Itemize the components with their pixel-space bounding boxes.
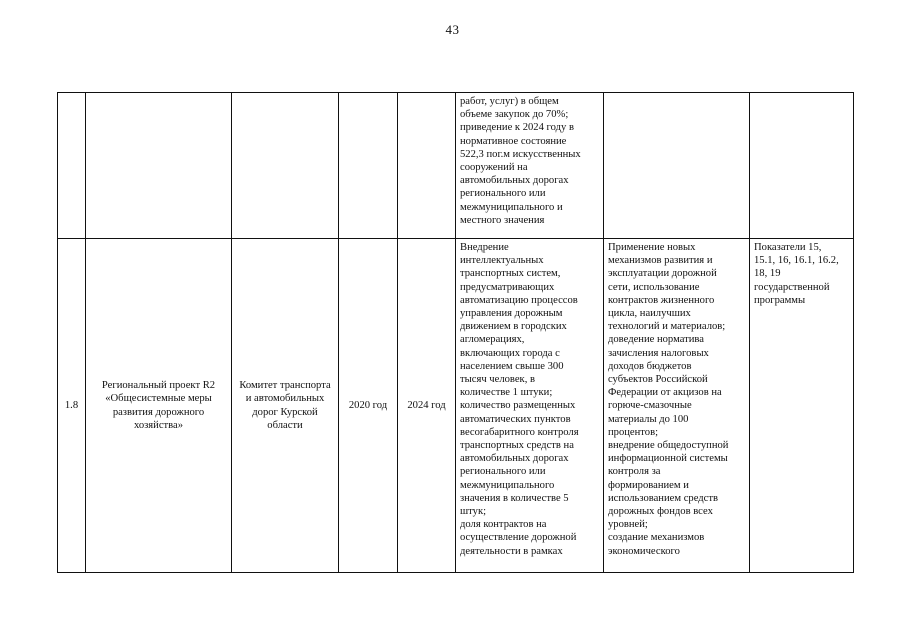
text-line: автоматизацию процессов [460,294,578,306]
text-line: межмуниципального и [460,201,563,213]
text-line: доля контрактов на [460,519,547,531]
cell-project-name [86,239,232,573]
text-line: контрактов жизненного [608,294,715,306]
text-line: доходов бюджетов [608,360,692,372]
text-line: межмуниципального [460,479,555,491]
expected-result-text [456,239,603,558]
text-line: Федерации от акцизов на [608,387,722,399]
expected-result-text [456,93,603,227]
text-line: количество размещенных [460,400,576,412]
text-line: местного значения [460,214,545,226]
project-name-text: Региональный проект R2 «Общесистемные меры развития дорожного хозяйства» [101,380,216,431]
text-line: уровней; [608,519,648,531]
responsible-text: Комитет транспорта и автомобильных дорог Курской области [239,380,331,431]
text-line: Внедрение [460,242,509,253]
text-line: государственной [754,281,830,293]
text-line: предусматривающих [460,281,555,293]
cell-start-year: 2020 год [339,239,398,573]
text-line: контроля за [608,466,661,478]
implementation-text [604,239,749,558]
text-line: формированием и [608,479,689,491]
text-line: управления дорожным [460,308,563,320]
cell-end-year [398,93,456,239]
text-line: тысяч человек, в [460,374,535,386]
text-line: транспортных средств на [460,440,574,452]
cell-start-year [339,93,398,239]
text-line: 15.1, 16, 16.1, 16.2, [754,255,839,267]
text-line: автомобильных дорогах [460,175,569,187]
text-line: работ, услуг) в общем [460,96,559,107]
text-line: субъектов Российской [608,374,708,386]
text-line: весогабаритного контроля [460,426,579,438]
text-line: 522,3 пог.м искусственных [460,148,581,160]
text-line: движением в городских [460,321,567,333]
text-line: Применение новых [608,242,696,253]
text-line: агломерациях, [460,334,525,346]
text-line: автоматических пунктов [460,413,571,425]
text-line: осуществление дорожной [460,532,577,544]
cell-project-name [86,93,232,239]
text-line: горюче-смазочные [608,400,692,412]
text-line: включающих города с [460,347,560,359]
cell-end-year: 2024 год [398,239,456,573]
text-line: механизмов развития и [608,255,713,267]
text-line: материалы до 100 [608,413,689,425]
text-line: доведение норматива [608,334,704,346]
text-line: цикла, наилучших [608,308,691,320]
text-line: 18, 19 [754,268,781,280]
text-line: дорожных фондов всех [608,506,713,518]
program-table [57,92,854,573]
text-line: сети, использование [608,281,700,293]
text-line: программы [754,294,806,306]
cell-indicator-link [750,93,854,239]
text-line: деятельности в рамках [460,545,563,557]
cell-number [58,93,86,239]
text-line: интеллектуальных [460,255,544,267]
text-line: использованием средств [608,492,718,504]
page-number: 43 [445,22,460,37]
text-line: экономического [608,545,680,557]
text-line: количестве 1 штуки; [460,387,553,399]
text-line: сооружений на [460,162,528,174]
table-row [58,239,854,573]
cell-indicator-link [750,239,854,573]
cell-expected-result [456,93,604,239]
indicator-link-text [750,93,853,95]
text-line: регионального или [460,466,546,478]
cell-expected-result [456,239,604,573]
cell-number: 1.8 [58,239,86,573]
text-line: Показатели 15, [754,242,822,253]
implementation-text [604,93,749,95]
cell-responsible [232,239,339,573]
text-line: приведение к 2024 году в [460,122,574,134]
indicator-link-text [750,239,853,307]
text-line: значения в количестве 5 [460,492,569,504]
text-line: эксплуатации дорожной [608,268,717,280]
cell-implementation [604,93,750,239]
text-line: зачисления налоговых [608,347,709,359]
text-line: внедрение общедоступной [608,440,729,452]
text-line: процентов; [608,426,659,438]
text-line: населением свыше 300 [460,360,564,372]
text-line: транспортных систем, [460,268,561,280]
cell-implementation [604,239,750,573]
text-line: регионального или [460,188,546,200]
text-line: технологий и материалов; [608,321,726,333]
text-line: объеме закупок до 70%; [460,109,569,121]
text-line: информационной системы [608,453,728,465]
text-line: нормативное состояние [460,135,567,147]
text-line: автомобильных дорогах [460,453,569,465]
table-row [58,93,854,239]
text-line: штук; [460,506,487,518]
text-line: создание механизмов [608,532,705,544]
cell-responsible [232,93,339,239]
